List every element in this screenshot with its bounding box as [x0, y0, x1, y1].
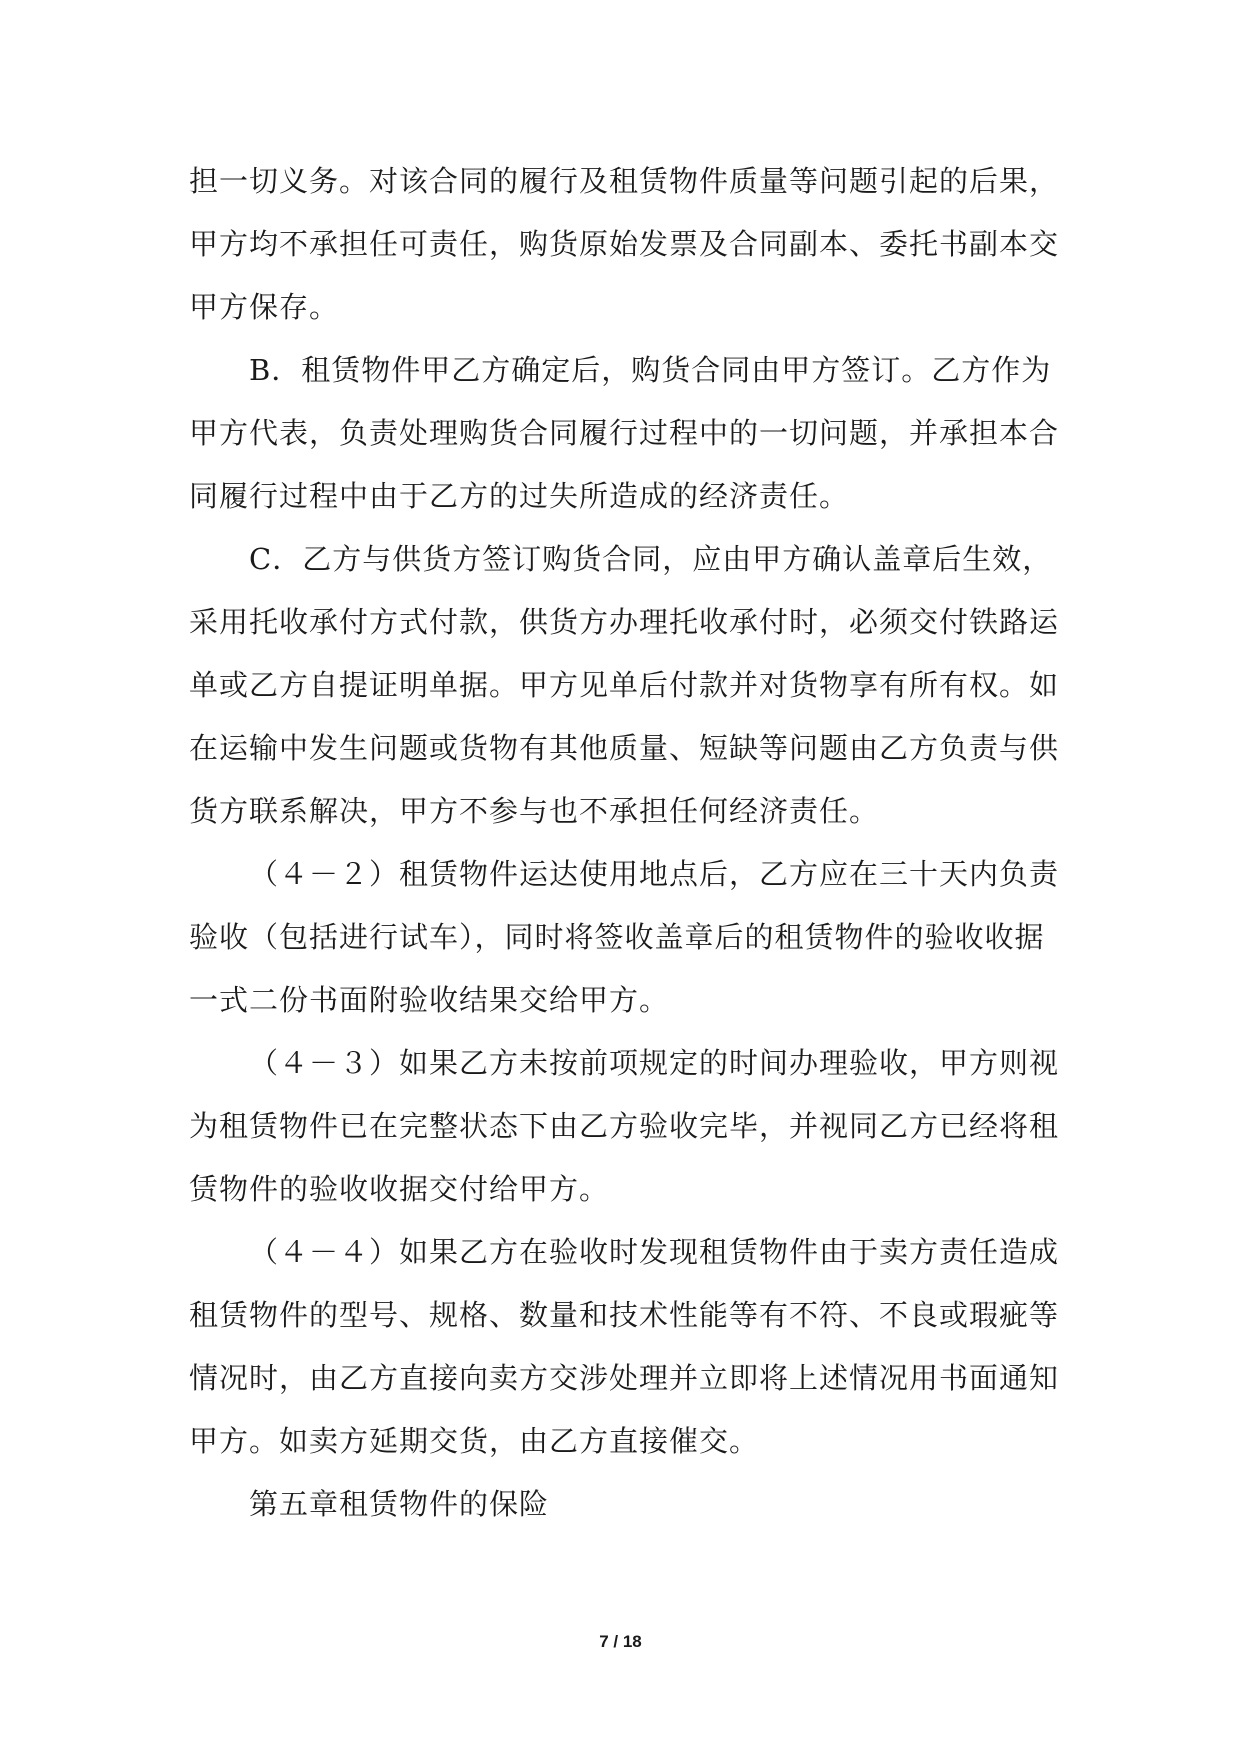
page-number: 7 / 18	[599, 1632, 642, 1651]
paragraph-clause-4-2: （４－２）租赁物件运达使用地点后，乙方应在三十天内负责验收（包括进行试车），同时将签收盖章后的租赁物件的验收收据一式二份书面附验收结果交给甲方。	[189, 857, 1060, 1017]
document-body	[189, 150, 1069, 1536]
paragraph-clause-b: B．租赁物件甲乙方确定后，购货合同由甲方签订。乙方作为甲方代表，负责处理购货合同履行过程中的一切问题，并承担本合同履行过程中由于乙方的过失所造成的经济责任。	[189, 353, 1060, 513]
paragraph-clause-c: C．乙方与供货方签订购货合同，应由甲方确认盖章后生效，采用托收承付方式付款，供货方办理托收承付时，必须交付铁路运单或乙方自提证明单据。甲方见单后付款并对货物享有所有权。如在运输中发生问题或货物有其他质量、短缺等问题由乙方负责与供货方联系解决，甲方不参与也不承担任何经济责任。	[189, 542, 1060, 828]
chapter-heading: 第五章租赁物件的保险	[249, 1487, 550, 1521]
paragraph-obligations-continued: 担一切义务。对该合同的履行及租赁物件质量等问题引起的后果，甲方均不承担任可责任，购货原始发票及合同副本、委托书副本交甲方保存。	[189, 164, 1060, 324]
paragraph-clause-4-3: （４－３）如果乙方未按前项规定的时间办理验收，甲方则视为租赁物件已在完整状态下由乙方验收完毕，并视同乙方已经将租赁物件的验收收据交付给甲方。	[189, 1046, 1060, 1206]
paragraph-clause-4-4: （４－４）如果乙方在验收时发现租赁物件由于卖方责任造成租赁物件的型号、规格、数量和技术性能等有不符、不良或瑕疵等情况时，由乙方直接向卖方交涉处理并立即将上述情况用书面通知甲方。如卖方延期交货，由乙方直接催交。	[189, 1235, 1060, 1458]
